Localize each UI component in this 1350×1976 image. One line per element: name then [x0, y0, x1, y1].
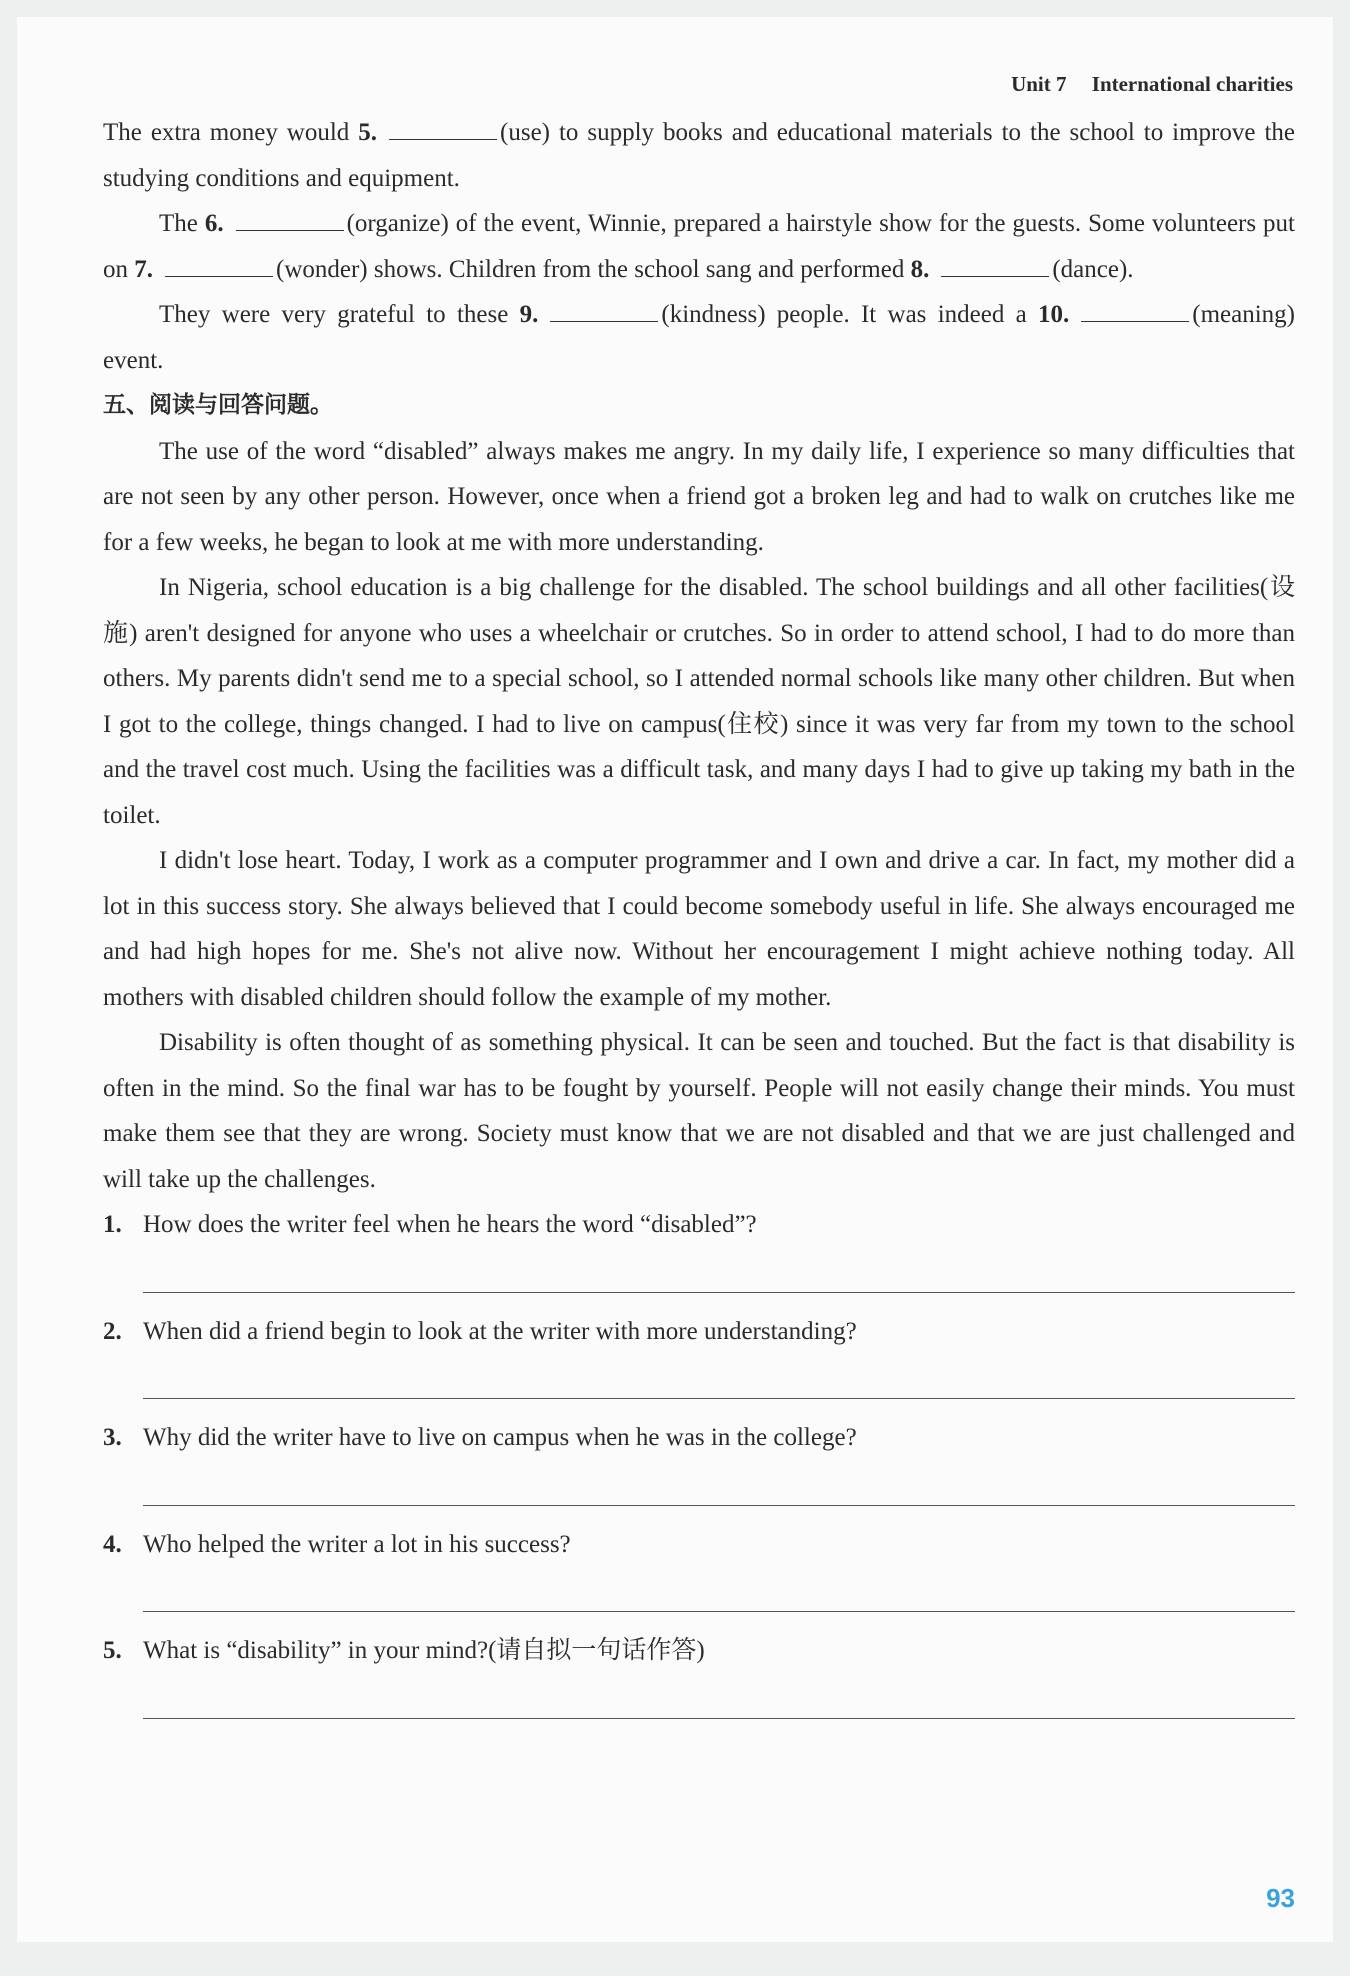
answer-line[interactable] [143, 1674, 1295, 1719]
question-text: When did a friend begin to look at the writer with more understanding? [143, 1317, 857, 1345]
question-item [103, 1309, 1295, 1400]
cloze-text: They were very grateful to these [159, 301, 520, 328]
question-item [103, 1628, 1295, 1719]
cloze-text: (organize) of the event, Winnie, prepared a hairstyle show for the guests. Some volunteers put on [103, 210, 1295, 283]
question-item [103, 1522, 1295, 1613]
question-number: 3. [103, 1424, 122, 1451]
page-content [103, 110, 1295, 1719]
blank-number-10: 10. [1038, 301, 1070, 328]
cloze-text: The [159, 210, 205, 237]
blank-number-6: 6. [204, 210, 224, 237]
cloze-paragraph-1 [103, 110, 1295, 201]
cloze-paragraph-2 [103, 201, 1295, 292]
running-header [1011, 72, 1293, 97]
blank-number-9: 9. [519, 301, 539, 328]
question-number: 1. [103, 1211, 122, 1238]
passage-paragraph: Disability is often thought of as something physical. It can be seen and touched. But the fact is that disability is often in the mind. So the final war has to be fought by yourself. People will not easily change their minds. You must make them see that they are wrong. Society must know that we are not disabled and that we are just challenged and will take up the challenges. [103, 1029, 1295, 1193]
unit-label: Unit 7 [1011, 72, 1067, 96]
unit-title: International charities [1091, 72, 1293, 96]
cloze-paragraph-3 [103, 292, 1295, 383]
workbook-page [17, 17, 1333, 1942]
cloze-text: (meaning) event. [103, 301, 1295, 374]
cloze-text: (wonder) shows. Children from the school sang and performed [276, 255, 911, 283]
passage-paragraph: I didn't lose heart. Today, I work as a computer programmer and I own and drive a car. In fact, my mother did a lot in this success story. She always believed that I could become somebody useful in life. She always encouraged me and had high hopes for me. She's not alive now. Without her encouragement I might achieve nothing today. All mothers with disabled children should follow the example of my mother. [103, 847, 1295, 1011]
answer-blank-9[interactable] [550, 297, 658, 322]
answer-line[interactable] [143, 1461, 1295, 1506]
answer-blank-6[interactable] [236, 206, 344, 231]
page-number: 93 [1266, 1883, 1295, 1913]
cloze-text: (dance). [1052, 255, 1134, 283]
question-text: Who helped the writer a lot in his success? [143, 1530, 571, 1558]
passage-paragraph: In Nigeria, school education is a big challenge for the disabled. The school buildings and all other facilities(设施) aren't designed for anyone who uses a wheelchair or crutches. So in order to attend school, I had to do more than others. My parents didn't send me to a special school, so I attended normal schools like many other children. But when I got to the college, things changed. I had to live on campus(住校) since it was very far from my town to the school and the travel cost much. Using the facilities was a difficult task, and many days I had to give up taking my bath in the toilet. [103, 574, 1295, 829]
answer-blank-7[interactable] [165, 252, 273, 277]
question-number: 2. [103, 1317, 122, 1345]
question-item [103, 1202, 1295, 1293]
answer-blank-5[interactable] [389, 115, 497, 140]
cloze-text: The extra money would [103, 119, 359, 146]
answer-blank-8[interactable] [941, 252, 1049, 277]
answer-line[interactable] [143, 1248, 1295, 1293]
passage-paragraph: The use of the word “disabled” always makes me angry. In my daily life, I experience so many difficulties that are not seen by any other person. However, once when a friend got a broken leg and had to walk on crutches like me for a few weeks, he began to look at me with more understanding. [103, 437, 1295, 556]
blank-number-7: 7. [134, 255, 153, 283]
cloze-text: (kindness) people. It was indeed a [661, 301, 1039, 328]
blank-number-5: 5. [358, 119, 378, 146]
question-number: 4. [103, 1530, 122, 1558]
question-text: How does the writer feel when he hears the word “disabled”? [143, 1211, 757, 1238]
cloze-text: (use) to supply books and educational materials to the school to improve the studying conditions and equipment. [103, 119, 1295, 192]
section-title: 五、阅读与回答问题。 [103, 392, 333, 418]
question-item [103, 1415, 1295, 1506]
blank-number-8: 8. [910, 255, 930, 283]
answer-line[interactable] [143, 1567, 1295, 1612]
answer-blank-10[interactable] [1081, 297, 1189, 322]
question-text: What is “disability” in your mind?(请自拟一句话作答) [143, 1637, 705, 1664]
question-list [103, 1202, 1295, 1719]
question-number: 5. [103, 1637, 122, 1664]
question-text: Why did the writer have to live on campus when he was in the college? [143, 1424, 857, 1451]
answer-line[interactable] [143, 1354, 1295, 1399]
